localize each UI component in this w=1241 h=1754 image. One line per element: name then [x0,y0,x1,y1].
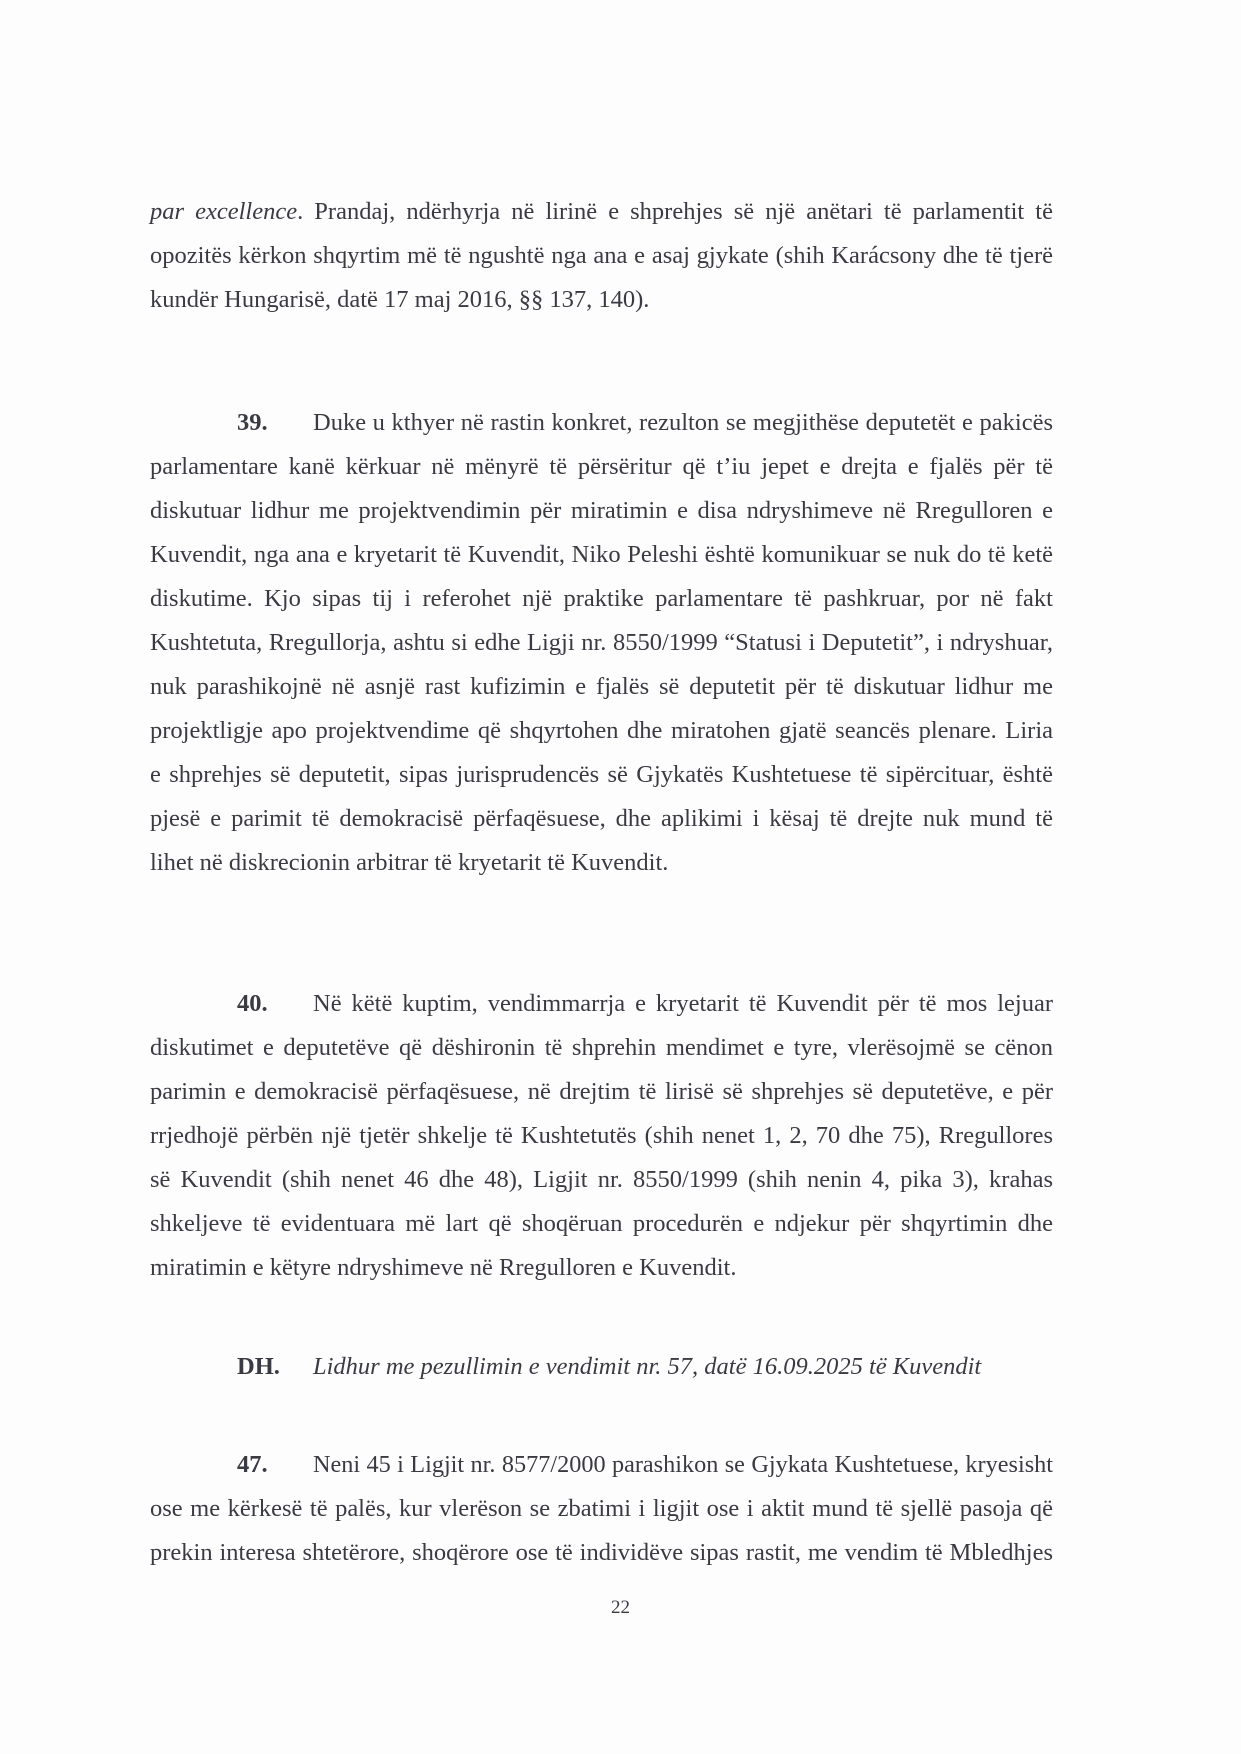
text-line: Duke u kthyer në rastin konkret, rezulton se megjithëse deputetët e pakicës [313,409,1053,436]
text-line: së Kuvendit (shih nenet 46 dhe 48), Ligjit nr. 8550/1999 (shih nenin 4, pika 3), krahas [150,1166,1053,1193]
text-line: nuk parashikojnë në asnjë rast kufizimin e fjalës së deputetit për të diskutuar lidhur me [150,673,1053,700]
text-line: ose me kërkesë të palës, kur vlerëson se zbatimi i ligjit ose i aktit mund të sjellë pasoja që [150,1495,1053,1522]
text-line: pjesë e parimit të demokracisë përfaqësuese, dhe aplikimi i kësaj të drejte nuk mund të [150,805,1053,832]
text-line: prekin interesa shtetërore, shoqërore ose të individëve sipas rastit, me vendim të Mbledhjes [150,1539,1053,1566]
text-line: opozitës kërkon shqyrtim më të ngushtë nga ana e asaj gjykate (shih Karácsony dhe të tjerë [150,242,1053,269]
paragraph-number: 47. [237,1451,268,1478]
text-line: Në këtë kuptim, vendimmarrja e kryetarit të Kuvendit për të mos lejuar [313,990,1053,1017]
text-span: . Prandaj, ndërhyrja në lirinë e shprehjes së një anëtari të parlamentit të [297,198,1053,225]
text-line: Kuvendit, nga ana e kryetarit të Kuvendit, Niko Peleshi është komunikuar se nuk do të ketë [150,541,1053,568]
text-line: lihet në diskrecionin arbitrar të kryetarit të Kuvendit. [150,849,669,876]
text-line: miratimin e këtyre ndryshimeve në Rregulloren e Kuvendit. [150,1254,737,1281]
section-label: DH. [237,1353,280,1380]
text-line: parlamentare kanë kërkuar në mënyrë të përsëritur që t’iu jepet e drejta e fjalës për të [150,453,1053,480]
text-line [150,197,1053,227]
text-line: diskutime. Kjo sipas tij i referohet një praktike parlamentare të pashkruar, por në fakt [150,585,1053,612]
page-number: 22 [611,1597,630,1618]
text-line: kundër Hungarisë, datë 17 maj 2016, §§ 137, 140). [150,286,650,313]
paragraph-number: 39. [237,409,268,436]
text-line: projektligje apo projektvendime që shqyrtohen dhe miratohen gjatë seancës plenare. Liria [150,717,1053,744]
text-line: Neni 45 i Ligjit nr. 8577/2000 parashikon se Gjykata Kushtetuese, kryesisht [313,1451,1053,1478]
paragraph-number: 40. [237,990,268,1017]
italic-phrase: par excellence [150,198,298,225]
section-title: Lidhur me pezullimin e vendimit nr. 57, datë 16.09.2025 të Kuvendit [313,1353,982,1380]
text-line: rrjedhojë përbën një tjetër shkelje të Kushtetutës (shih nenet 1, 2, 70 dhe 75), Rregullores [150,1122,1053,1149]
text-line: diskutimet e deputetëve që dëshironin të shprehin mendimet e tyre, vlerësojmë se cënon [150,1034,1053,1061]
text-line: e shprehjes së deputetit, sipas jurisprudencës së Gjykatës Kushtetuese të sipërcituar, është [150,761,1053,788]
text-line: diskutuar lidhur me projektvendimin për miratimin e disa ndryshimeve në Rregulloren e [150,497,1053,524]
text-line: shkeljeve të evidentuara më lart që shoqëruan procedurën e ndjekur për shqyrtimin dhe [150,1210,1053,1237]
text-line: Kushtetuta, Rregullorja, ashtu si edhe Ligji nr. 8550/1999 “Statusi i Deputetit”, i ndryshuar, [150,629,1053,656]
text-line: parimin e demokracisë përfaqësuese, në drejtim të lirisë së shprehjes së deputetëve, e për [150,1078,1053,1105]
